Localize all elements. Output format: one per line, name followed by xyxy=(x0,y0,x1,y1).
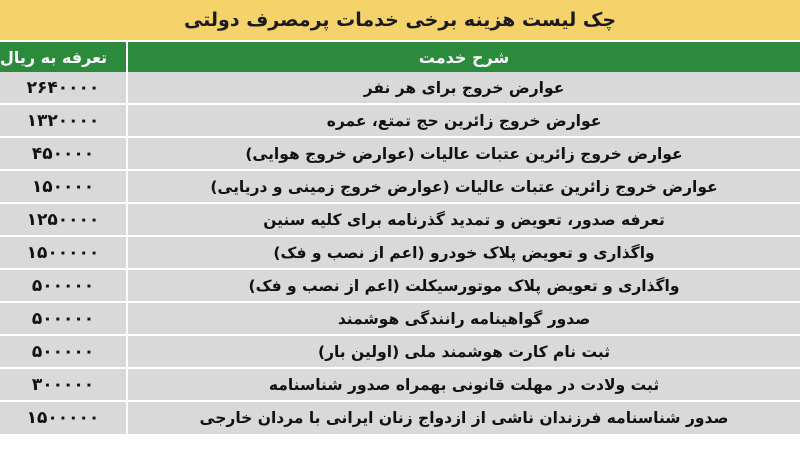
description-cell: عوارض خروج زائرین عتبات عالیات (عوارض خروج هوایی) xyxy=(128,138,800,169)
description-cell: ثبت ولادت در مهلت قانونی بهمراه صدور شناسنامه xyxy=(128,369,800,400)
fee-cell: ۱۵۰۰۰۰۰ xyxy=(0,402,128,434)
table-row xyxy=(0,138,800,171)
table-row xyxy=(0,303,800,336)
fee-cell: ۵۰۰۰۰۰ xyxy=(0,303,128,334)
table-row xyxy=(0,72,800,105)
description-cell: صدور گواهینامه رانندگی هوشمند xyxy=(128,303,800,334)
fee-cell: ۱۳۲۰۰۰۰ xyxy=(0,105,128,136)
fee-cell: ۵۰۰۰۰۰ xyxy=(0,336,128,367)
fee-cell: ۱۵۰۰۰۰۰ xyxy=(0,237,128,268)
fee-cell: ۱۲۵۰۰۰۰ xyxy=(0,204,128,235)
description-column-header: شرح خدمت xyxy=(128,42,800,72)
fee-cell: ۴۵۰۰۰۰ xyxy=(0,138,128,169)
fee-column-header: تعرفه به ریال xyxy=(0,42,128,72)
table-row xyxy=(0,402,800,436)
fee-cell: ۳۰۰۰۰۰ xyxy=(0,369,128,400)
fee-cell: ۵۰۰۰۰۰ xyxy=(0,270,128,301)
description-cell: صدور شناسنامه فرزندان ناشی از ازدواج زنان ایرانی با مردان خارجی xyxy=(128,402,800,434)
description-cell: عوارض خروج برای هر نفر xyxy=(128,72,800,103)
table-row xyxy=(0,171,800,204)
description-cell: واگذاری و تعویض پلاک موتورسیکلت (اعم از نصب و فک) xyxy=(128,270,800,301)
table-row xyxy=(0,369,800,402)
table-row xyxy=(0,237,800,270)
description-cell: عوارض خروج زائرین عتبات عالیات (عوارض خروج زمینی و دریایی) xyxy=(128,171,800,202)
description-cell: تعرفه صدور، تعویض و تمدید گذرنامه برای کلیه سنین xyxy=(128,204,800,235)
fee-cell: ۱۵۰۰۰۰ xyxy=(0,171,128,202)
table-row xyxy=(0,105,800,138)
table-row xyxy=(0,336,800,369)
table-row xyxy=(0,204,800,237)
table-row xyxy=(0,270,800,303)
fee-cell: ۲۶۴۰۰۰۰ xyxy=(0,72,128,103)
table-title: چک لیست هزینه برخی خدمات پرمصرف دولتی xyxy=(0,0,800,42)
description-cell: ثبت نام کارت هوشمند ملی (اولین بار) xyxy=(128,336,800,367)
table-header-row xyxy=(0,42,800,72)
description-cell: واگذاری و تعویض پلاک خودرو (اعم از نصب و فک) xyxy=(128,237,800,268)
table-body xyxy=(0,72,800,436)
description-cell: عوارض خروج زائرین حج تمتع، عمره xyxy=(128,105,800,136)
